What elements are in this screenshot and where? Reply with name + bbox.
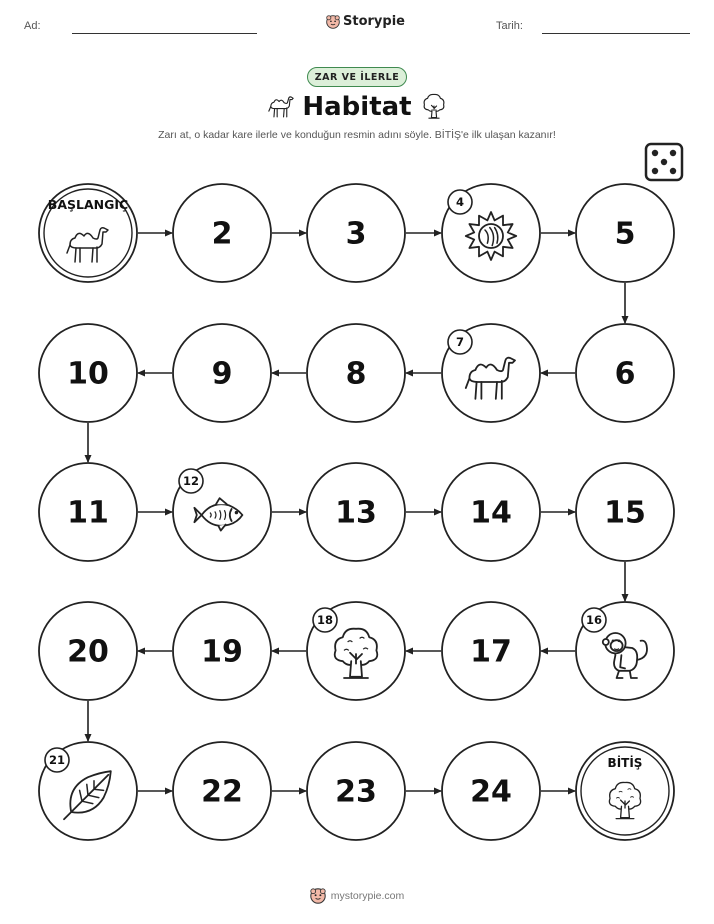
cell-number: 3 <box>345 216 367 252</box>
date-label: Tarih: <box>496 20 523 32</box>
board-cell-21[interactable] <box>39 742 137 840</box>
board-cell-13[interactable] <box>307 463 405 561</box>
board-cell-19[interactable] <box>173 602 271 700</box>
board-cell-3[interactable] <box>307 184 405 282</box>
board-cell-11[interactable] <box>39 463 137 561</box>
cell-number: 4 <box>455 195 465 210</box>
activity-badge: ZAR VE İLERLE <box>307 67 407 87</box>
board-cell-9[interactable] <box>173 324 271 422</box>
cell-number: 22 <box>201 774 243 810</box>
board-cell-6[interactable] <box>576 324 674 422</box>
board-cell-23[interactable] <box>307 742 405 840</box>
board-cell-12[interactable] <box>173 463 271 561</box>
board-cell-14[interactable] <box>442 463 540 561</box>
cell-number: 10 <box>67 356 109 392</box>
cell-number: 21 <box>48 753 66 768</box>
board-cell-24[interactable] <box>442 742 540 840</box>
cell-number: 19 <box>201 634 243 670</box>
storypie-logo-icon <box>310 888 326 904</box>
cell-number: 23 <box>335 774 377 810</box>
cell-number: 17 <box>470 634 512 670</box>
cell-number: 7 <box>455 335 465 350</box>
cell-number: 9 <box>211 356 233 392</box>
board-cell-22[interactable] <box>173 742 271 840</box>
page-title: Habitat <box>302 92 412 122</box>
cell-number: 14 <box>470 495 512 531</box>
board-cell-18[interactable] <box>307 602 405 700</box>
instructions: Zarı at, o kadar kare ilerle ve konduğun resmin adını söyle. BİTİŞ'e ilk ulaşan kazanır! <box>158 129 556 141</box>
board-cell-2[interactable] <box>173 184 271 282</box>
board-cell-8[interactable] <box>307 324 405 422</box>
cell-number: 11 <box>67 495 109 531</box>
board-cell-1[interactable] <box>39 184 137 282</box>
cell-number: 5 <box>614 216 636 252</box>
board-cell-10[interactable] <box>39 324 137 422</box>
cell-number: 15 <box>604 495 646 531</box>
board-cell-5[interactable] <box>576 184 674 282</box>
board-cell-17[interactable] <box>442 602 540 700</box>
board-cell-20[interactable] <box>39 602 137 700</box>
cell-number: 13 <box>335 495 377 531</box>
finish-label: BİTİŞ <box>607 756 643 770</box>
board-cell-7[interactable] <box>442 324 540 422</box>
brand-name: Storypie <box>343 14 405 29</box>
board-cell-4[interactable] <box>442 184 540 282</box>
cell-number: 18 <box>316 613 334 628</box>
cell-number: 12 <box>182 474 200 489</box>
cell-number: 6 <box>614 356 636 392</box>
cell-number: 2 <box>211 216 233 252</box>
board-cell-15[interactable] <box>576 463 674 561</box>
footer-url: mystorypie.com <box>330 890 405 902</box>
cell-number: 20 <box>67 634 109 670</box>
name-label: Ad: <box>24 20 41 32</box>
cell-number: 16 <box>585 613 603 628</box>
cell-number: 8 <box>345 356 367 392</box>
start-label: BAŞLANGIÇ <box>47 197 129 212</box>
footer <box>0 888 714 904</box>
board-cell-16[interactable] <box>576 602 674 700</box>
board-cell-25[interactable] <box>576 742 674 840</box>
cell-number: 24 <box>470 774 512 810</box>
